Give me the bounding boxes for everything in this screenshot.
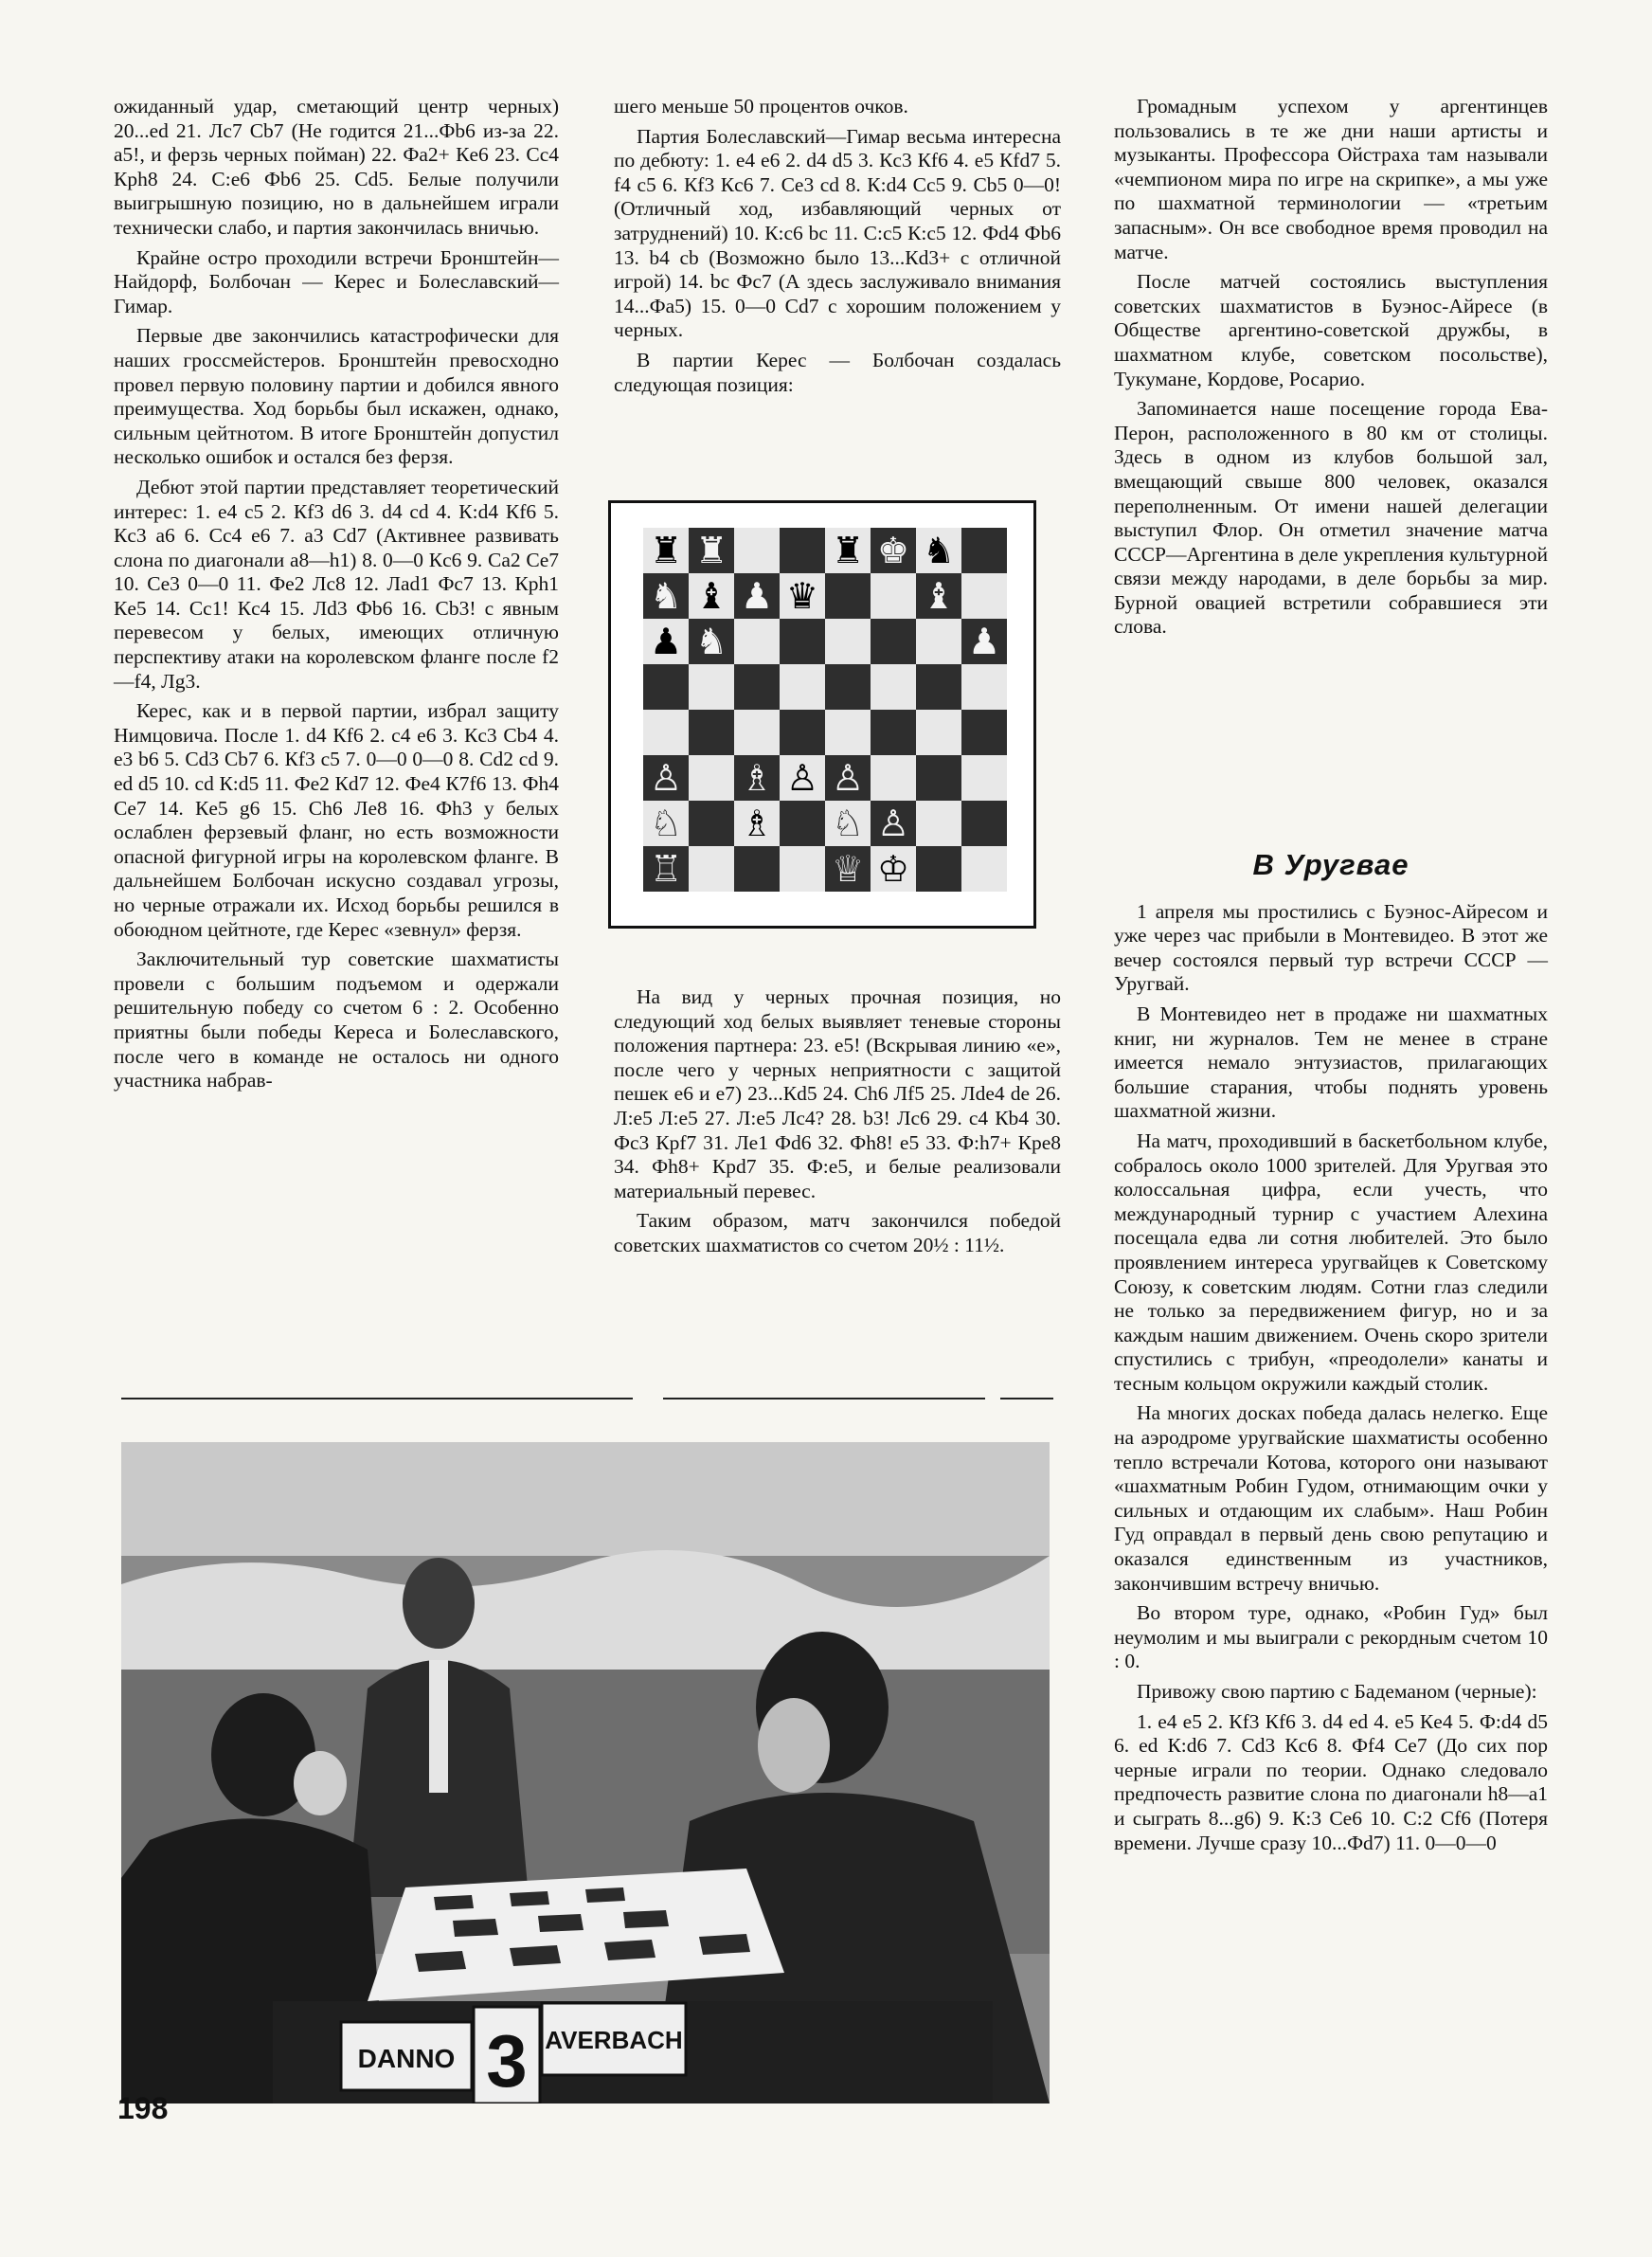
board-square — [916, 573, 961, 619]
board-square — [871, 846, 916, 892]
board-square — [780, 573, 825, 619]
paragraph: Дебют этой партии представляет теоретический интерес: 1. e4 c5 2. Кf3 d6 3. d4 cd 4. К:d4 Кf6 5. Кc3 a6 6. Cc4 e6 7. a3 Cd7 (Активнее развивать слона по диагонали a8—h1) 8. 0—0 Кc6 9. Ca2 Ce7 10. Ce3 0—0 11. Фe2 Лc8 12. Лad1 Фc7 13. Крh1 Кe5 14. Cc1! Кc4 15. Лd3 Фb6 16. Cb3! с явным перевесом у белых, имеющих отличную перспективу атаки на королевском фланге после f2—f4, Лg3. — [114, 475, 559, 693]
board-square — [961, 846, 1007, 892]
paragraph: На матч, проходивший в баскетбольном клубе, собралось около 1000 зрителей. Для Уругвая это колоссальная цифра, если учесть, что международный турнир с участием Алехина посещала едва ли сотня любителей. Это было проявлением интереса уругвайцев к Советскому Союзу, к советским людям. Сотни глаз следили не только за передвижением фигур, но и за каждым нашим движением. Очень скоро зрители спустились с трибун, «преодолели» канаты и тесным кольцом окружили каждый столик. — [1114, 1128, 1548, 1395]
board-square — [825, 710, 871, 755]
text-column-2 — [614, 95, 1061, 403]
chess-piece: ♘ — [831, 803, 865, 844]
board-square — [916, 710, 961, 755]
chess-piece: ♝ — [694, 575, 728, 617]
board-square — [916, 619, 961, 664]
board-square — [825, 573, 871, 619]
chess-piece: ♙ — [876, 803, 910, 844]
chess-piece: ♙ — [831, 757, 865, 799]
paragraph: 1 апреля мы простились с Буэнос-Айресом и уже через час прибыли в Монтевидео. В этот же вечер состоялся первый тур встречи СССР — Уругвай. — [1114, 899, 1548, 996]
board-square — [643, 528, 689, 573]
chess-piece: ♗ — [740, 803, 774, 844]
board-square — [825, 528, 871, 573]
board-square — [916, 801, 961, 846]
paragraph: Партия Болеславский—Гимар весьма интересна по дебюту: 1. e4 e6 2. d4 d5 3. Кc3 Кf6 4. e5 Кfd7 5. f4 c5 6. Кf3 Кc6 7. Ce3 cd 8. К:d4 Cc5 9. Cb5 0—0! (Отличный ход, избавляющий черных от затруднений) 10. К:c6 bc 11. C:c5 К:c5 12. Фd4 Фb6 13. b4 cb (Возможно было 13...Кd3+ с отличной игрой) 14. bc Фc7 (А здесь заслуживало внимания 14...Фa5) 15. 0—0 Cd7 с хорошим положением у черных. — [614, 124, 1061, 342]
board-square — [643, 846, 689, 892]
paragraph: На многих досках победа далась нелегко. Еще на аэродроме уругвайские шахматисты особенно тепло встречали Котова, которого они называют «шахматным Робин Гудом, отнимающим очки у сильных и отдающим их слабым». Наш Робин Гуд оправдал в первый день свою репутацию и оказался единственным из участников, закончившим встречу вничью. — [1114, 1401, 1548, 1595]
chess-piece: ♟ — [740, 575, 774, 617]
chess-piece: ♙ — [785, 757, 819, 799]
board-square — [825, 755, 871, 801]
board-square — [961, 573, 1007, 619]
chess-piece: ♟ — [649, 621, 683, 662]
paragraph: Во втором туре, однако, «Робин Гуд» был неумолим и мы выиграли с рекордным счетом 10 : 0. — [1114, 1601, 1548, 1673]
board-square — [734, 710, 780, 755]
board-square — [825, 664, 871, 710]
board-square — [734, 619, 780, 664]
board-square — [961, 801, 1007, 846]
chess-piece: ♕ — [831, 848, 865, 890]
board-square — [734, 801, 780, 846]
board-square — [780, 528, 825, 573]
board-square — [689, 528, 734, 573]
board-square — [961, 664, 1007, 710]
board-square — [825, 619, 871, 664]
chess-diagram — [608, 500, 1036, 929]
board-square — [734, 664, 780, 710]
divider-rule — [121, 1398, 633, 1399]
board-square — [871, 710, 916, 755]
match-photograph — [121, 1442, 1050, 2104]
board-square — [871, 573, 916, 619]
text-column-3-lower — [1114, 848, 1548, 1861]
paragraph: ожиданный удар, сметающий центр черных) 20...ed 21. Лc7 Cb7 (Не годится 21...Фb6 из-за 22. a5!, и ферзь черных пойман) 22. Фa2+ Кe6 23. Cc4 Крh8 24. C:e6 Фb6 25. Cd5. Белые получили выигрышную позицию, но в дальнейшем играли технически слабо, и партия закончилась вничью. — [114, 95, 559, 239]
board-square — [780, 801, 825, 846]
page-number: 198 — [117, 2091, 169, 2125]
board-square — [871, 528, 916, 573]
chess-piece: ♞ — [694, 621, 728, 662]
board-square — [734, 573, 780, 619]
paragraph: В партии Керес — Болбочан создалась следующая позиция: — [614, 348, 1061, 396]
chess-piece: ♘ — [649, 803, 683, 844]
chess-piece: ♞ — [649, 575, 683, 617]
paragraph: Запоминается наше посещение города Ева-Перон, расположенного в 80 км от столицы. Здесь в одном из клубов большой зал, вмещающий свыше 800 человек, оказался переполненным. От имени нашей делегации выступил Флор. Он отметил значение матча СССР—Аргентина в деле укрепления культурной связи между народами, в деле борьбы за мир. Бурной овацией встретили собравшиеся эти слова. — [1114, 397, 1548, 639]
nameplate-right: AVERBACH — [545, 2026, 683, 2054]
board-square — [871, 619, 916, 664]
chess-piece: ♙ — [649, 757, 683, 799]
paragraph: В Монтевидео нет в продаже ни шахматных книг, ни журналов. Тем не менее в стране имеется немало энтузиастов, прилагающих большие старания, чтобы поднять уровень шахматной жизни. — [1114, 1002, 1548, 1123]
board-square — [643, 710, 689, 755]
board-square — [689, 573, 734, 619]
board-square — [689, 710, 734, 755]
board-square — [689, 664, 734, 710]
chess-piece: ♝ — [922, 575, 956, 617]
paragraph: Привожу свою партию с Бадеманом (черные): — [1137, 1680, 1537, 1703]
board-square — [961, 619, 1007, 664]
board-square — [643, 573, 689, 619]
chess-piece: ♗ — [740, 757, 774, 799]
chess-piece: ♜ — [649, 530, 683, 571]
chess-board-grid — [643, 528, 1007, 892]
photo-drawing — [121, 1442, 1050, 2104]
board-square — [734, 846, 780, 892]
paragraph: 1. e4 e5 2. Кf3 Кf6 3. d4 ed 4. e5 Кe4 5. Ф:d4 d5 6. ed К:d6 7. Cd3 Кc6 8. Фf4 Ce7 (До сих пор черные играли по теории. Однако следовало предпочесть развитие слона по диагонали h8—a1 и сыграть 8...g6) 9. К:3 Ce6 10. C:2 Cf6 (Потеря времени. Лучше сразу 10...Фd7) 11. 0—0—0 — [1114, 1709, 1548, 1854]
divider-rule — [663, 1398, 985, 1399]
board-square — [825, 846, 871, 892]
board-square — [780, 755, 825, 801]
board-square — [734, 528, 780, 573]
board-square — [734, 755, 780, 801]
paragraph: шего меньше 50 процентов очков. — [614, 95, 908, 117]
paragraph: После матчей состоялись выступления советских шахматистов в Буэнос-Айресе (в Обществе аргентино-советской дружбы, в шахматном клубе, советском посольстве), Тукумане, Кордове, Росарио. — [1114, 270, 1548, 390]
board-square — [689, 801, 734, 846]
board-square — [871, 801, 916, 846]
text-column-2-lower — [614, 985, 1061, 1264]
board-square — [780, 846, 825, 892]
chess-piece: ♞ — [922, 530, 956, 571]
board-square — [916, 528, 961, 573]
paragraph: Таким образом, матч закончился победой советских шахматистов со счетом 20½ : 11½. — [614, 1209, 1061, 1256]
board-square — [825, 801, 871, 846]
chess-piece: ♛ — [785, 575, 819, 617]
board-square — [780, 710, 825, 755]
board-square — [780, 619, 825, 664]
chess-piece: ♜ — [831, 530, 865, 571]
chess-piece: ♚ — [876, 530, 910, 571]
chess-piece: ♟ — [967, 621, 1001, 662]
chess-piece: ♜ — [694, 530, 728, 571]
chess-piece: ♖ — [649, 848, 683, 890]
board-square — [689, 619, 734, 664]
board-square — [961, 755, 1007, 801]
paragraph: Крайне остро проходили встречи Бронштейн—Найдорф, Болбочан — Керес и Болеславский—Гимар. — [114, 245, 559, 317]
board-square — [916, 846, 961, 892]
chess-piece: ♔ — [876, 848, 910, 890]
board-square — [689, 755, 734, 801]
board-square — [871, 664, 916, 710]
board-square — [916, 664, 961, 710]
board-square — [961, 710, 1007, 755]
board-square — [643, 755, 689, 801]
board-square — [780, 664, 825, 710]
paragraph: Заключительный тур советские шахматисты провели с большим подъемом и одержали решительную победу со счетом 6 : 2. Особенно приятны были победы Кереса и Болеславского, после чего в команде не осталось ни одного участника набрав- — [114, 948, 559, 1092]
paragraph: Керес, как и в первой партии, избрал защиту Нимцовича. После 1. d4 Кf6 2. c4 e6 3. Кc3 Cb4 4. e3 b6 5. Cd3 Cb7 6. Кf3 c5 7. 0—0 0—0 8. Cd2 cd 9. ed d5 10. cd К:d5 11. Фe2 Кd7 12. Фe4 К7f6 13. Фh4 Ce7 14. Кe5 g6 15. Ch6 Лe8 16. Фh3 у белых ослаблен ферзевый фланг, но есть возможности опасной фигурной игры на королевском фланге. В дальнейшем Болбочан искусно создавал угрозы, но черные отражали их. Исход борьбы решился в обоюдном цейтноте, где Керес «зевнул» ферзя. — [114, 699, 559, 941]
section-heading: В Уругвае — [1252, 848, 1410, 881]
board-square — [689, 846, 734, 892]
nameplate-left: DANNO — [357, 2044, 456, 2073]
board-square — [643, 801, 689, 846]
divider-rule — [1000, 1398, 1053, 1399]
board-square — [871, 755, 916, 801]
paragraph: Первые две закончились катастрофически для наших гроссмейстеров. Бронштейн превосходно провел первую половину партии и добился явного преимущества. Ход борьбы был искажен, однако, сильным цейтнотом. В итоге Бронштейн допустил несколько ошибок и остался без ферзя. — [114, 324, 559, 469]
text-column-1 — [114, 95, 559, 1099]
board-square — [961, 528, 1007, 573]
paragraph: На вид у черных прочная позиция, но следующий ход белых выявляет теневые стороны положения партнера: 23. e5! (Вскрывая линию «e», после чего у черных неприятности с защитой пешек e6 и e7) 23...Кd5 24. Ch6 Лf5 25. Лde4 de 26. Л:e5 Л:e5 27. Л:e5 Лc4? 28. b3! Лc6 29. c4 Кb4 30. Фc3 Крf7 31. Лe1 Фd6 32. Фh8! e5 33. Ф:h7+ Крe8 34. Фh8+ Крd7 35. Ф:e5, и белые реализовали материальный перевес. — [614, 985, 1061, 1202]
paragraph: Громадным успехом у аргентинцев пользовались в те же дни наши артисты и музыканты. Профессора Ойстраха там называли «чемпионом мира по игре на скрипке», а мы уже по шахматной терминологии — «третьим запасным». Он все свободное время проводил на матче. — [1114, 95, 1548, 263]
text-column-3 — [1114, 95, 1548, 645]
board-number: 3 — [486, 2019, 528, 2103]
board-square — [643, 664, 689, 710]
board-square — [916, 755, 961, 801]
board-square — [643, 619, 689, 664]
